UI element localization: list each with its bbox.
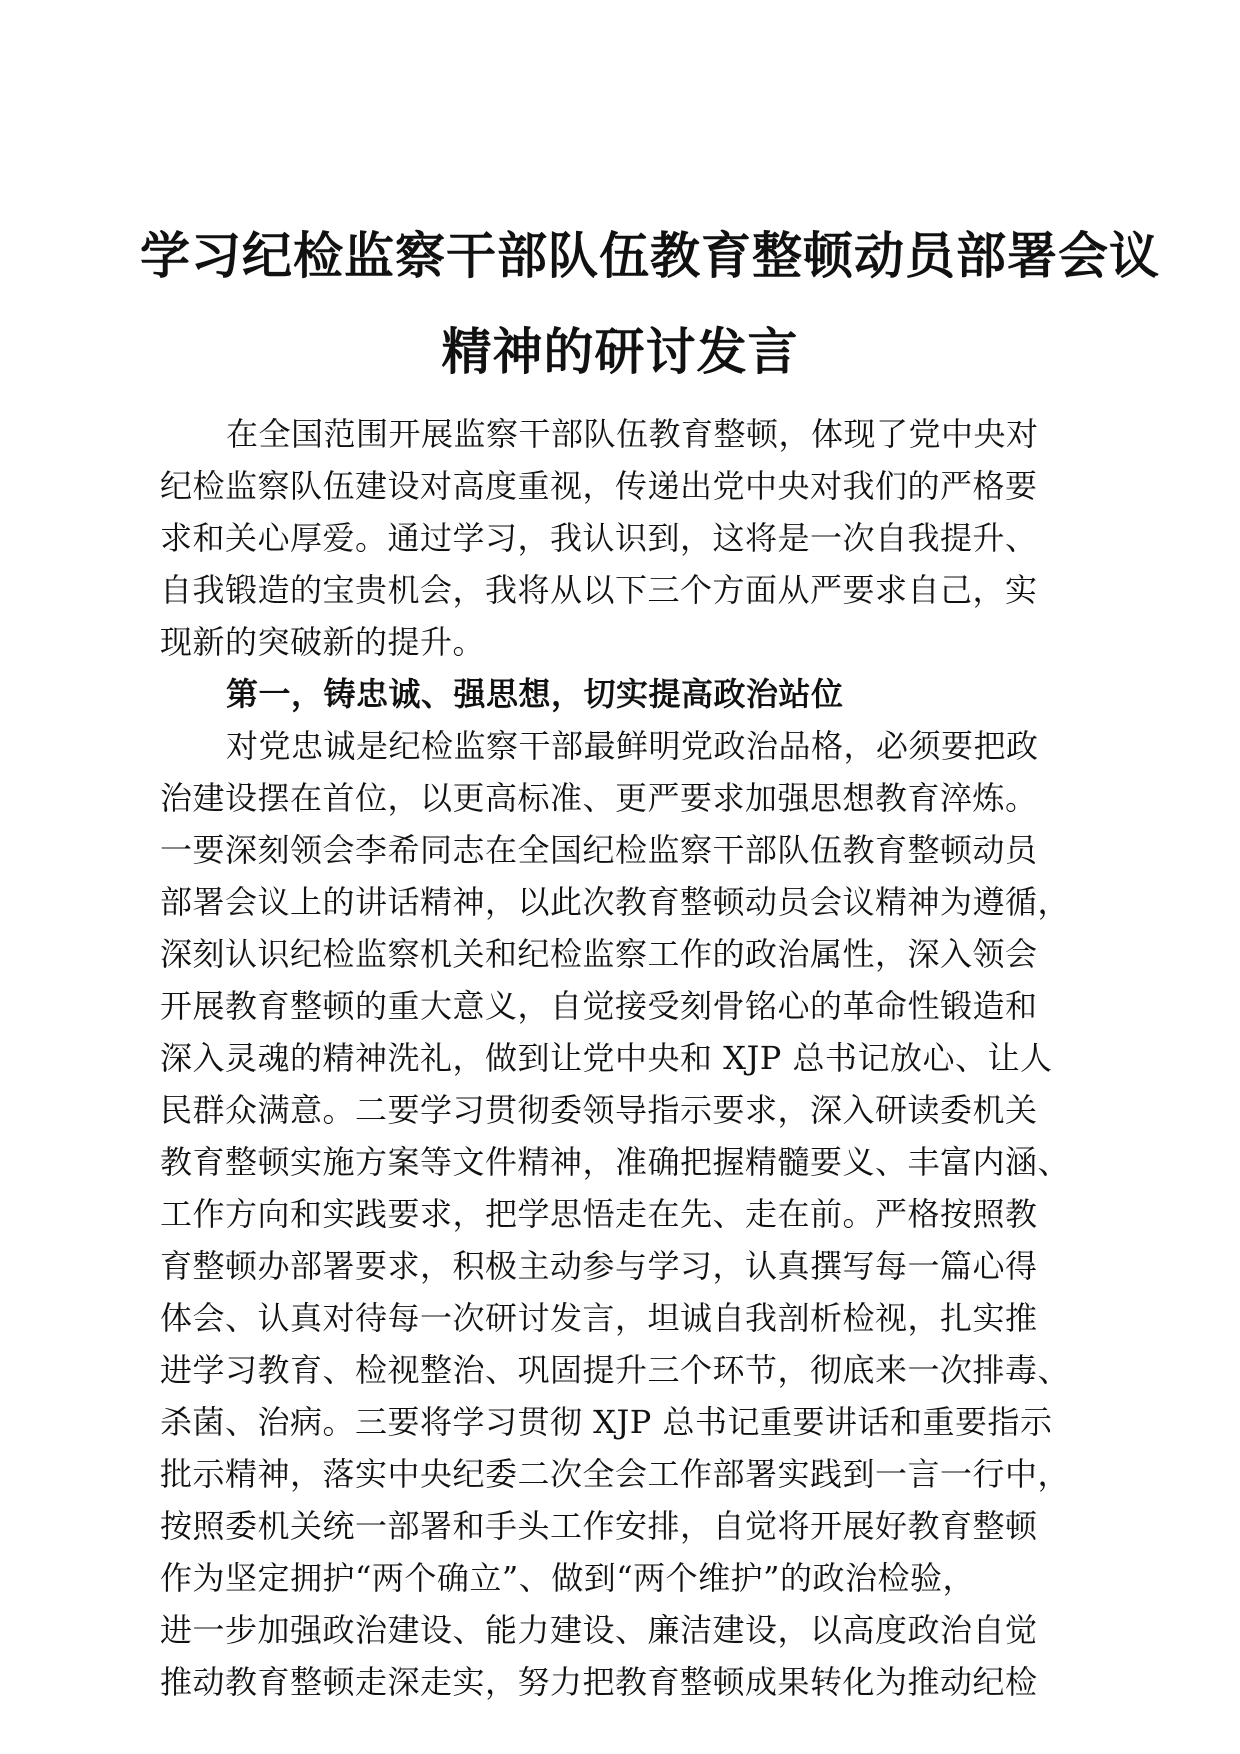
body-text-line: 推动教育整顿走深走实，努力把教育整顿成果转化为推动纪检 bbox=[160, 1663, 1038, 1701]
body-text-line: 按照委机关统一部署和手头工作安排，自觉将开展好教育整顿 bbox=[160, 1507, 1038, 1545]
body-text-line: 进学习教育、检视整治、巩固提升三个环节，彻底来一次排毒、 bbox=[160, 1351, 1071, 1389]
body-text-line: 现新的突破新的提升。 bbox=[160, 623, 486, 661]
body-text-line: 自我锻造的宝贵机会，我将从以下三个方面从严要求自己，实 bbox=[160, 571, 1038, 609]
body-text-line: 教育整顿实施方案等文件精神，准确把握精髓要义、丰富内涵、 bbox=[160, 1143, 1071, 1181]
document-title-line-2: 精神的研讨发言 bbox=[441, 322, 799, 381]
body-text-line: 开展教育整顿的重大意义，自觉接受刻骨铭心的革命性锻造和 bbox=[160, 987, 1038, 1025]
body-text-line: 进一步加强政治建设、能力建设、廉洁建设，以高度政治自觉 bbox=[160, 1611, 1038, 1649]
document-body bbox=[160, 408, 1080, 1708]
body-text-line: 工作方向和实践要求，把学思悟走在先、走在前。严格按照教 bbox=[160, 1195, 1038, 1233]
body-text-line: 求和关心厚爱。通过学习，我认识到，这将是一次自我提升、 bbox=[160, 519, 1038, 557]
body-text-line: 纪检监察队伍建设对高度重视，传递出党中央对我们的严格要 bbox=[160, 467, 1038, 505]
section-heading: 第一，铸忠诚、强思想，切实提高政治站位 bbox=[226, 675, 844, 713]
body-text-line: 作为坚定拥护“两个确立”、做到“两个维护”的政治检验， bbox=[160, 1559, 975, 1597]
body-text-line: 杀菌、治病。三要将学习贯彻 XJP 总书记重要讲话和重要指示 bbox=[160, 1403, 1053, 1441]
body-text-line: 深入灵魂的精神洗礼，做到让党中央和 XJP 总书记放心、让人 bbox=[160, 1039, 1053, 1077]
body-text-line: 对党忠诚是纪检监察干部最鲜明党政治品格，必须要把政 bbox=[226, 727, 1039, 765]
body-text-line: 民群众满意。二要学习贯彻委领导指示要求，深入研读委机关 bbox=[160, 1091, 1038, 1129]
body-text-line: 深刻认识纪检监察机关和纪检监察工作的政治属性，深入领会 bbox=[160, 935, 1038, 973]
body-text-line: 治建设摆在首位，以更高标准、更严要求加强思想教育淬炼。 bbox=[160, 779, 1038, 817]
body-text-line: 批示精神，落实中央纪委二次全会工作部署实践到一言一行中， bbox=[160, 1455, 1071, 1493]
body-text-line: 体会、认真对待每一次研讨发言，坦诚自我剖析检视，扎实推 bbox=[160, 1299, 1038, 1337]
body-text-line: 育整顿办部署要求，积极主动参与学习，认真撰写每一篇心得 bbox=[160, 1247, 1038, 1285]
document-title-line-1: 学习纪检监察干部队伍教育整顿动员部署会议 bbox=[140, 226, 1160, 285]
body-text-line: 在全国范围开展监察干部队伍教育整顿，体现了党中央对 bbox=[226, 415, 1039, 453]
body-text-line: 一要深刻领会李希同志在全国纪检监察干部队伍教育整顿动员 bbox=[160, 831, 1038, 869]
body-text-line: 部署会议上的讲话精神，以此次教育整顿动员会议精神为遵循， bbox=[160, 883, 1071, 921]
